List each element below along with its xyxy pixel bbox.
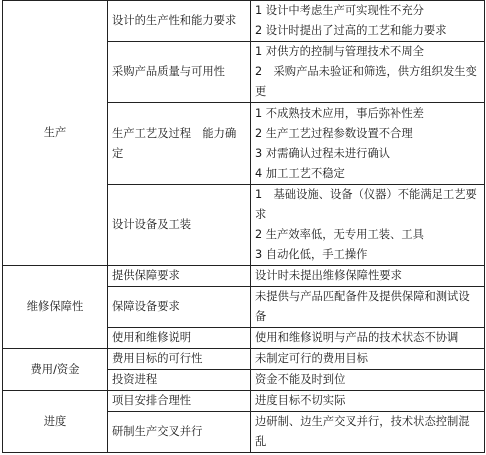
issue-cell: [251, 103, 485, 185]
table-row: [3, 349, 485, 370]
issue-cell: 使用和维修说明与产品的技术状态不协调: [251, 328, 485, 349]
issue-line: 2 生产效率低，无专用工装、工具: [255, 228, 424, 241]
issue-line: 2 采购产品未验证和筛选，供方组织发生变更: [255, 65, 477, 98]
issue-cell: 未制定可行的费用目标: [251, 349, 485, 370]
issue-cell: 资金不能及时到位: [251, 370, 485, 391]
issue-cell: [251, 1, 485, 42]
category-cell: 费用/资金: [3, 349, 108, 391]
item-cell: 项目安排合理性: [108, 391, 251, 412]
item-cell: 提供保障要求: [108, 266, 251, 287]
issue-cell: 未提供与产品匹配备件及提供保障和测试设备: [251, 287, 485, 328]
item-cell: 费用目标的可行性: [108, 349, 251, 370]
issue-cell: 边研制、边生产交叉并行，技术状态控制混乱: [251, 412, 485, 453]
risk-table: [2, 0, 485, 453]
issue-cell: [251, 185, 485, 266]
table-row: [3, 1, 485, 42]
item-cell: 使用和维修说明: [108, 328, 251, 349]
item-cell: 投资进程: [108, 370, 251, 391]
issue-line: 2 生产工艺过程参数设置不合理: [255, 126, 413, 140]
issue-line: 1 对供方的控制与管理技术不周全: [255, 45, 424, 58]
table-row: [3, 391, 485, 412]
item-cell: 采购产品质量与可用性: [108, 42, 251, 103]
item-cell: 设计的生产性和能力要求: [108, 1, 251, 42]
issue-line: 1 不成熟技术应用，事后弥补性差: [255, 106, 424, 120]
item-cell: 生产工艺及过程 能力确定: [108, 103, 251, 185]
issue-line: 4 加工工艺不稳定: [255, 166, 345, 180]
issue-line: 3 对需确认过程未进行确认: [255, 146, 391, 160]
issue-line: 1 基础设施、设备（仪器）不能满足工艺要求: [255, 188, 477, 221]
item-cell: 保障设备要求: [108, 287, 251, 328]
item-cell: 设计设备及工装: [108, 185, 251, 266]
issue-cell: 进度目标不切实际: [251, 391, 485, 412]
category-cell: 生产: [3, 1, 108, 266]
item-cell: 研制生产交叉并行: [108, 412, 251, 453]
issue-line: 1 设计中考虑生产可实现性不充分: [255, 4, 424, 17]
issue-cell: 设计时未提出维修保障性要求: [251, 266, 485, 287]
issue-line: 2 设计时提出了过高的工艺和能力要求: [255, 24, 447, 37]
issue-cell: [251, 42, 485, 103]
category-cell: 维修保障性: [3, 266, 108, 349]
table-row: [3, 266, 485, 287]
category-cell: 进度: [3, 391, 108, 453]
issue-line: 3 自动化低，手工操作: [255, 248, 368, 261]
